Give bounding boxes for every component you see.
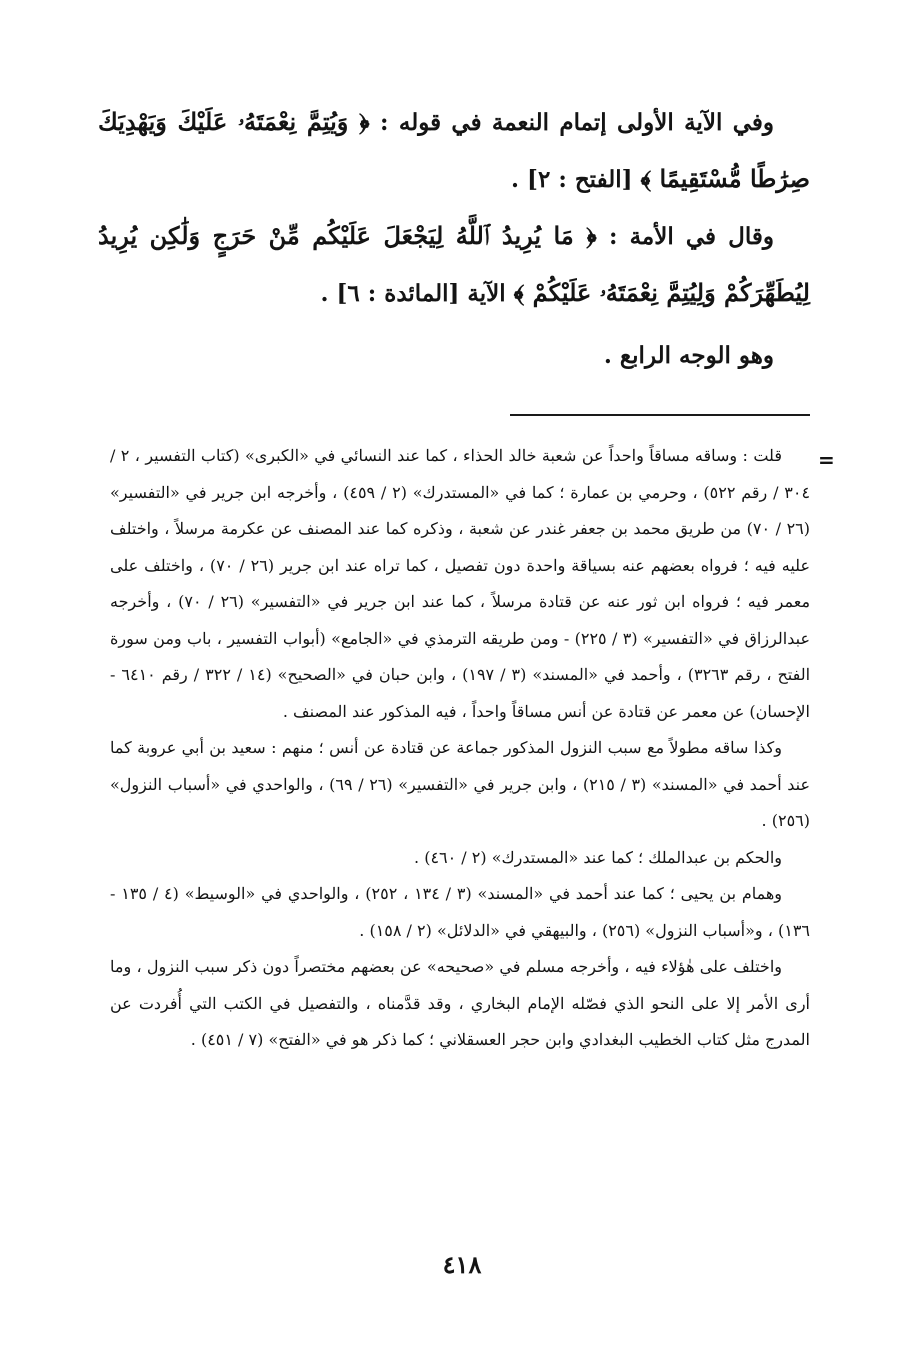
main-text <box>98 94 810 384</box>
main-paragraph-1-lead: وفي الآية الأولى إتمام النعمة في قوله : <box>369 109 774 136</box>
main-paragraph-2-citation: الآية [المائدة : ٦] . <box>320 280 514 307</box>
footnote-paragraph-1: قلت : وساقه مساقاً واحداً عن شعبة خالد الحذاء ، كما عند النسائي في «الكبرى» (كتاب التفسير ، ٢ / ٣٠٤ / رقم ٥٢٢) ، وحرمي بن عمارة ؛ كما في «المستدرك» (٢ / ٤٥٩) ، وأخرجه ابن جرير في «التفسير» (٢٦ / ٧٠) من طريق محمد بن جعفر غندر عن شعبة ، وذكره كما عند المصنف عن عكرمة مرسلاً ، واختلف عليه فيه ؛ فرواه بعضهم عنه بسياقة واحدة دون تفصيل ، كما تراه عند ابن جرير (٢٦ / ٧٠) ، واختلف على معمر فيه ؛ فرواه ابن ثور عنه عن قتادة مرسلاً ، كما عند ابن جرير في «التفسير» (٢٦ / ٧٠) ، وأخرجه عبدالرزاق في «التفسير» (٣ / ٢٢٥) - ومن طريقه الترمذي في «الجامع» (أبواب التفسير ، باب ومن سورة الفتح ، رقم ٣٢٦٣) ، وأحمد في «المسند» (٣ / ١٩٧) ، وابن حبان في «الصحيح» (١٤ / ٣٢٢ / رقم ٦٤١٠ - الإحسان) عن معمر عن قتادة عن أنس مساقاً واحداً ، فيه المذكور عند المصنف . <box>110 446 811 721</box>
footnotes <box>110 438 810 1059</box>
main-paragraph-2-lead: وقال في الأمة : <box>596 223 774 250</box>
footnote-paragraph-3: والحكم بن عبدالملك ؛ كما عند «المستدرك» (٢ / ٤٦٠) . <box>414 847 782 867</box>
main-paragraph-3 <box>98 328 810 384</box>
footnote-paragraph-4: وهمام بن يحيى ؛ كما عند أحمد في «المسند» (٣ / ١٣٤ ، ٢٥٢) ، والواحدي في «الوسيط» (٤ / ١٣٥ - ١٣٦) ، و«أسباب النزول» (٢٥٦) ، والبيهقي في «الدلائل» (٢ / ١٥٨) . <box>110 884 810 940</box>
footnote-paragraph-2: وكذا ساقه مطولاً مع سبب النزول المذكور جماعة عن قتادة عن أنس ؛ منهم : سعيد بن أبي عروبة كما عند أحمد في «المسند» (٣ / ٢١٥) ، وابن جرير في «التفسير» (٢٦ / ٦٩) ، والواحدي في «أسباب النزول» (٢٥٦) . <box>110 738 811 830</box>
quran-verse-al-fath: ﴿ وَيُتِمَّ نِعْمَتَهُۥ عَلَيْكَ وَيَهْدِيَكَ صِرَٰطًا مُّسْتَقِيمًا ﴾ <box>98 107 810 193</box>
footnote-paragraph-5: واختلف على هٰؤلاء فيه ، وأخرجه مسلم في «صحيحه» عن بعضهم مختصراً دون ذكر سبب النزول ، وما أرى الأمر إلا على النحو الذي فصّله الإمام البخاري ، وقد قدَّمناه ، والتفصيل في الكتب التي أُفردت عن المدرج مثل كتاب الخطيب البغدادي وابن حجر العسقلاني ؛ كما ذكر هو في «الفتح» (٧ / ٤٥١) . <box>110 957 810 1049</box>
main-paragraph-2 <box>98 208 810 322</box>
quran-verse-al-maidah: ﴿ مَا يُرِيدُ ٱللَّهُ لِيَجْعَلَ عَلَيْكُم مِّنْ حَرَجٍ وَلَٰكِن يُرِيدُ لِيُطَهِّرَكُمْ وَلِيُتِمَّ نِعْمَتَهُۥ عَلَيْكُمْ ﴾ <box>98 221 810 307</box>
page-number: ٤١٨ <box>442 1250 482 1279</box>
footnote-divider <box>510 414 810 416</box>
main-paragraph-1 <box>98 94 810 208</box>
main-paragraph-3-lead: وهو الوجه الرابع . <box>603 342 774 369</box>
main-paragraph-1-citation: [الفتح : ٢] . <box>511 166 641 193</box>
footnote-continuation-mark: = <box>818 448 835 472</box>
